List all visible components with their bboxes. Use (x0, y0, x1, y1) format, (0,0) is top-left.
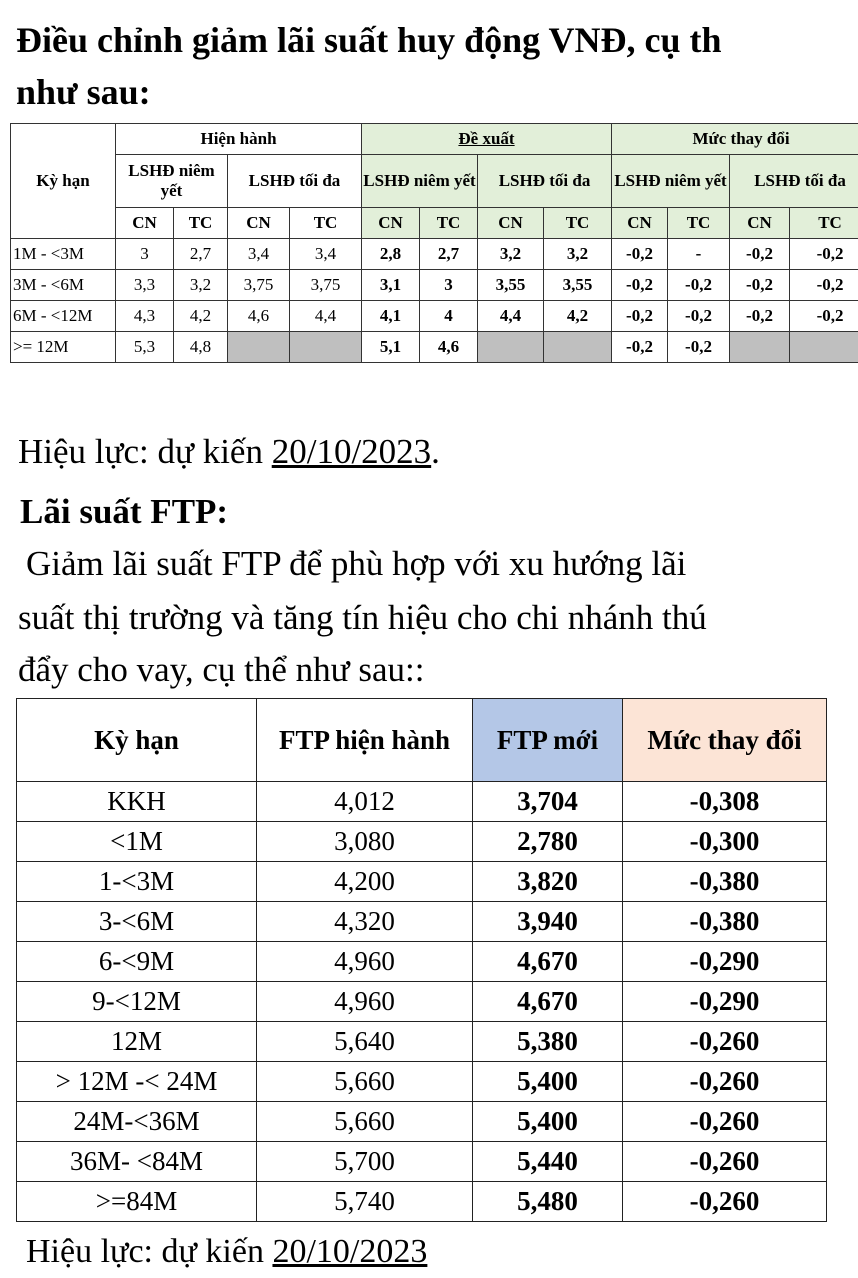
header-cn: CN (362, 208, 420, 239)
ftp-new-cell: 3,704 (473, 782, 623, 822)
ftp-new-cell: 5,480 (473, 1182, 623, 1222)
table-row (17, 862, 827, 902)
value-cell: 3,2 (478, 239, 544, 270)
change-cell: -0,300 (623, 822, 827, 862)
ftp-current-cell: 4,320 (257, 902, 473, 942)
header-muc-thay-doi: Mức thay đổi (612, 124, 858, 155)
header-tc: TC (668, 208, 730, 239)
header-tc: TC (290, 208, 362, 239)
value-cell: 3,55 (478, 270, 544, 301)
ftp-rate-body (17, 782, 827, 1222)
header-ky-han: Kỳ hạn (11, 124, 116, 239)
term-cell: >=84M (17, 1182, 257, 1222)
term-cell: 12M (17, 1022, 257, 1062)
table-row (11, 301, 858, 332)
value-cell: 5,3 (116, 332, 174, 363)
term-cell: 6-<9M (17, 942, 257, 982)
effective-suffix: . (431, 432, 440, 471)
sub-niem-yet: LSHĐ niêm yết (116, 155, 228, 208)
table-row (17, 782, 827, 822)
title-line-1: Điều chỉnh giảm lãi suất huy động VNĐ, cụ th (16, 20, 722, 60)
sub-toi-da: LSHĐ tối đa (478, 155, 612, 208)
header-cn: CN (730, 208, 790, 239)
value-cell: 4,6 (420, 332, 478, 363)
change-cell: -0,260 (623, 1022, 827, 1062)
header-tc: TC (790, 208, 858, 239)
ftp-current-cell: 5,660 (257, 1062, 473, 1102)
value-cell: 4,2 (544, 301, 612, 332)
header-cn: CN (228, 208, 290, 239)
table-row (11, 239, 858, 270)
header-de-xuat: Đề xuất (362, 124, 612, 155)
deposit-rate-body (11, 239, 858, 363)
value-cell: 4,6 (228, 301, 290, 332)
header-cn: CN (612, 208, 668, 239)
ftp-current-cell: 4,012 (257, 782, 473, 822)
sub-toi-da: LSHĐ tối đa (228, 155, 362, 208)
term-cell: 3-<6M (17, 902, 257, 942)
value-cell: 5,1 (362, 332, 420, 363)
ftp-desc-line-3: đẩy cho vay, cụ thể như sau:: (18, 650, 425, 689)
term-cell: 1M - <3M (11, 239, 116, 270)
term-cell: >= 12M (11, 332, 116, 363)
value-cell: 2,7 (420, 239, 478, 270)
table-row (11, 332, 858, 363)
value-cell: 3 (420, 270, 478, 301)
table-row (17, 1142, 827, 1182)
change-cell: -0,380 (623, 902, 827, 942)
value-cell: -0,2 (668, 332, 730, 363)
effective-date: 20/10/2023 (271, 432, 432, 471)
term-cell: 1-<3M (17, 862, 257, 902)
ftp-new-cell: 4,670 (473, 942, 623, 982)
header-hien-hanh: Hiện hành (116, 124, 362, 155)
value-cell: 4,3 (116, 301, 174, 332)
value-cell: -0,2 (730, 239, 790, 270)
value-cell (478, 332, 544, 363)
ftp-new-cell: 5,440 (473, 1142, 623, 1182)
change-cell: -0,260 (623, 1182, 827, 1222)
value-cell (290, 332, 362, 363)
header-ky-han: Kỳ hạn (17, 699, 257, 782)
ftp-new-cell: 3,820 (473, 862, 623, 902)
value-cell: -0,2 (730, 270, 790, 301)
value-cell: -0,2 (730, 301, 790, 332)
effective-label: Hiệu lực: dự kiến (18, 432, 272, 471)
value-cell: 4 (420, 301, 478, 332)
term-cell: <1M (17, 822, 257, 862)
sub-niem-yet: LSHĐ niêm yết (612, 155, 730, 208)
value-cell: -0,2 (668, 301, 730, 332)
header-tc: TC (544, 208, 612, 239)
value-cell: -0,2 (790, 239, 858, 270)
header-ftp-moi: FTP mới (473, 699, 623, 782)
value-cell: 4,8 (174, 332, 228, 363)
term-cell: 24M-<36M (17, 1102, 257, 1142)
value-cell: 3,2 (544, 239, 612, 270)
ftp-new-cell: 5,380 (473, 1022, 623, 1062)
value-cell: - (668, 239, 730, 270)
term-cell: 9-<12M (17, 982, 257, 1022)
table-row (17, 822, 827, 862)
ftp-current-cell: 5,660 (257, 1102, 473, 1142)
header-tc: TC (174, 208, 228, 239)
value-cell (790, 332, 858, 363)
value-cell: -0,2 (612, 270, 668, 301)
change-cell: -0,290 (623, 942, 827, 982)
effective-date-2 (26, 1226, 427, 1278)
ftp-current-cell: 5,640 (257, 1022, 473, 1062)
table-row (17, 902, 827, 942)
header-tc: TC (420, 208, 478, 239)
value-cell: 2,8 (362, 239, 420, 270)
table-row (11, 270, 858, 301)
change-cell: -0,380 (623, 862, 827, 902)
change-cell: -0,260 (623, 1102, 827, 1142)
title-line-2: như sau: (16, 72, 151, 112)
header-ftp-hien-hanh: FTP hiện hành (257, 699, 473, 782)
term-cell: KKH (17, 782, 257, 822)
table-row (17, 942, 827, 982)
deposit-rate-table (10, 123, 858, 363)
value-cell: -0,2 (790, 270, 858, 301)
table-row (17, 1182, 827, 1222)
ftp-current-cell: 4,960 (257, 982, 473, 1022)
value-cell: 3,2 (174, 270, 228, 301)
cn-tc-header-row (11, 208, 858, 239)
value-cell: 3,4 (228, 239, 290, 270)
ftp-desc-line-1: Giảm lãi suất FTP để phù hợp với xu hướng lãi (26, 544, 687, 583)
term-cell: 3M - <6M (11, 270, 116, 301)
value-cell: -0,2 (668, 270, 730, 301)
value-cell: 4,1 (362, 301, 420, 332)
ftp-current-cell: 4,200 (257, 862, 473, 902)
value-cell: 3,1 (362, 270, 420, 301)
header-muc-thay-doi: Mức thay đổi (623, 699, 827, 782)
value-cell: 3,75 (290, 270, 362, 301)
value-cell: 3,4 (290, 239, 362, 270)
ftp-desc-line-2: suất thị trường và tăng tín hiệu cho chi nhánh thú (18, 598, 707, 637)
term-cell: 36M- <84M (17, 1142, 257, 1182)
change-cell: -0,290 (623, 982, 827, 1022)
header-cn: CN (116, 208, 174, 239)
document-title (16, 14, 858, 118)
value-cell (228, 332, 290, 363)
effective-date: 20/10/2023 (272, 1233, 428, 1270)
value-cell: 3,55 (544, 270, 612, 301)
effective-date-1 (18, 426, 440, 478)
value-cell: 4,4 (290, 301, 362, 332)
table-row (17, 1022, 827, 1062)
term-cell: > 12M -< 24M (17, 1062, 257, 1102)
ftp-new-cell: 5,400 (473, 1062, 623, 1102)
value-cell: 4,4 (478, 301, 544, 332)
term-cell: 6M - <12M (11, 301, 116, 332)
ftp-new-cell: 4,670 (473, 982, 623, 1022)
value-cell: 3 (116, 239, 174, 270)
value-cell: 4,2 (174, 301, 228, 332)
value-cell (730, 332, 790, 363)
ftp-new-cell: 5,400 (473, 1102, 623, 1142)
ftp-current-cell: 4,960 (257, 942, 473, 982)
sub-niem-yet: LSHĐ niêm yết (362, 155, 478, 208)
ftp-current-cell: 5,740 (257, 1182, 473, 1222)
header-cn: CN (478, 208, 544, 239)
value-cell: -0,2 (612, 332, 668, 363)
ftp-new-cell: 3,940 (473, 902, 623, 942)
ftp-current-cell: 3,080 (257, 822, 473, 862)
effective-label: Hiệu lực: dự kiến (26, 1233, 273, 1270)
ftp-rate-table (16, 698, 827, 1222)
ftp-new-cell: 2,780 (473, 822, 623, 862)
value-cell: -0,2 (790, 301, 858, 332)
table-row (17, 982, 827, 1022)
value-cell: 3,3 (116, 270, 174, 301)
change-cell: -0,260 (623, 1062, 827, 1102)
value-cell: 2,7 (174, 239, 228, 270)
value-cell: -0,2 (612, 301, 668, 332)
value-cell: -0,2 (612, 239, 668, 270)
change-cell: -0,260 (623, 1142, 827, 1182)
value-cell: 3,75 (228, 270, 290, 301)
table-row (17, 1062, 827, 1102)
sub-toi-da: LSHĐ tối đa (730, 155, 858, 208)
table-row (17, 1102, 827, 1142)
ftp-heading: Lãi suất FTP: (20, 492, 229, 531)
value-cell (544, 332, 612, 363)
ftp-current-cell: 5,700 (257, 1142, 473, 1182)
change-cell: -0,308 (623, 782, 827, 822)
